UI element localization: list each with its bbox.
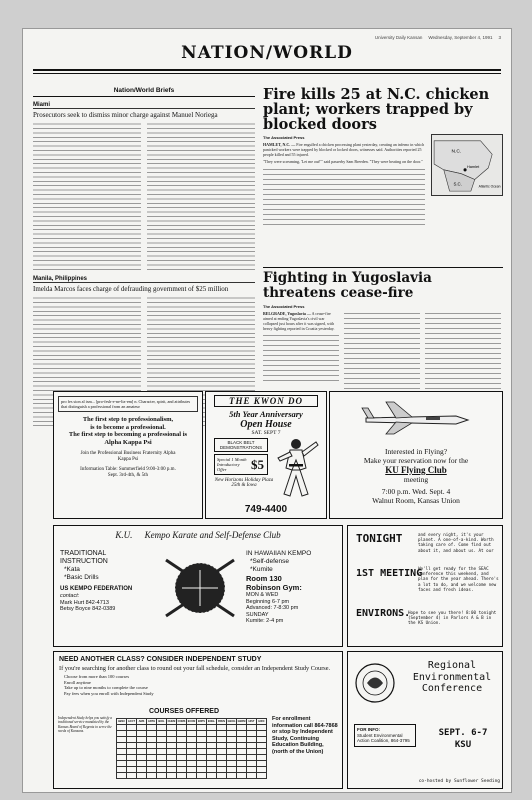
course-grid-header: GERM	[237, 720, 246, 723]
section-rule-thin	[33, 73, 501, 74]
course-grid-header: ENGL	[207, 720, 216, 723]
karate-schedule: MON & WED	[246, 592, 279, 598]
story-yugoslavia-dateline: BELGRADE, Yugoslavia —	[263, 311, 311, 316]
karate-schedule: Advanced: 7-8:30 pm	[246, 605, 299, 611]
course-grid-header: GEOG	[227, 720, 236, 723]
indep-bullet: Enroll anytime	[64, 679, 91, 685]
env-info: Student Environmental Action Coalition, 864-3795	[357, 732, 410, 743]
env-cohost: co-hosted by Sunflower Seeding	[418, 779, 500, 784]
indep-bullets	[64, 674, 332, 696]
map-label: Hamlet	[467, 163, 480, 169]
kwon-headline: 5th Year Anniversary	[229, 409, 303, 419]
story-fire-text-lines	[263, 167, 425, 229]
tonight-meeting-note: We'll get ready for the SEAC conference this weekend, and plan for the year ahead. There's a lot to do, and we welcome new faces and fresh ideas.	[418, 566, 499, 592]
course-grid-cell	[197, 773, 207, 779]
ku-line2: Make your reservation now for the	[363, 456, 469, 465]
karate-schedule: Kumite: 2-4 pm	[246, 618, 284, 624]
story-yugoslavia-headline: Fighting in Yugoslavia threatens cease-fire	[263, 270, 432, 301]
course-grid-header: BIOL	[158, 720, 165, 723]
kwon-offer-box	[214, 454, 268, 475]
kwon-date: SAT. SEPT 7	[251, 430, 281, 436]
tonight-bottom-note: Hope to see you there! 8:00 tonight (September 4) in Parlors A & B in the KS Union.	[408, 610, 497, 626]
karate-left	[60, 550, 160, 613]
karate-title-kempo: Kempo Karate	[144, 530, 198, 540]
course-grid-cell	[157, 773, 167, 779]
indep-courses-title: COURSES OFFERED	[149, 708, 220, 715]
akp-info: Information Table: Summerfield 9:00-3:00 p.m. Sept. 3rd-4th, & 5th	[80, 467, 176, 478]
karate-federation: US KEMPO FEDERATION	[60, 586, 133, 592]
map-label: N.C.	[451, 149, 462, 155]
course-grid-cell	[187, 773, 197, 779]
brief-body	[33, 122, 255, 270]
running-head-page: 3	[498, 35, 501, 40]
tonight-title: TONIGHT	[356, 532, 403, 545]
karate-contact: Mark Hurt 842-4713	[60, 599, 109, 606]
course-grid-row	[117, 773, 267, 779]
karate-right-item: *Self-defense	[250, 558, 290, 565]
story-fire-dateline: HAMLET, N.C. —	[263, 142, 296, 147]
karate-left-head: TRADITIONAL INSTRUCTION	[60, 550, 108, 565]
env-info-label: FOR INFO:	[357, 727, 380, 732]
course-grid-header: AMS	[137, 719, 147, 725]
karate-left-item: *Kata	[64, 566, 80, 573]
section-title: NATION/WORLD	[181, 43, 353, 63]
course-grid-cell	[147, 773, 157, 779]
kwon-name: THE KWON DO	[214, 395, 318, 407]
env-dates: SEPT. 6-7	[438, 728, 488, 738]
story-fire-headline: Fire kills 25 at N.C. chicken plant; workers trapped by blocked doors	[263, 86, 490, 133]
brief-place: Manila, Philippines	[33, 276, 255, 283]
tonight-environs: ENVIRONS.	[356, 608, 411, 619]
kwon-demo: BLACK BELT DEMONSTRATIONS	[214, 438, 268, 452]
brief-text-col	[33, 122, 141, 270]
akp-lead2: is to become a professional.	[90, 423, 166, 431]
karate-schedule: Beginning 6-7 pm	[246, 598, 290, 605]
newspaper-page	[22, 28, 512, 793]
story-fire-body	[263, 142, 425, 229]
indep-bullet: Pay fees when you enroll with Independent Study	[64, 690, 154, 696]
akp-lead3: The first step to becoming a professional is Alpha Kappa Psi	[68, 431, 188, 446]
course-grid-cell	[207, 773, 217, 779]
course-grid	[116, 718, 267, 779]
karate-right-head: IN HAWAIIAN KEMPO	[246, 550, 312, 557]
story-fire-quote: "They were screaming, 'Let me out!'" said passerby Sam Breeden. "They were beating on the door."	[263, 159, 423, 164]
course-grid-cell	[177, 773, 187, 779]
seac-logo-icon	[354, 662, 396, 704]
brief-headline: Prosecutors seek to dismiss minor charge against Manuel Noriega	[33, 111, 218, 119]
course-grid-cell	[117, 773, 127, 779]
map-label: Atlantic Ocean	[478, 184, 501, 189]
course-grid-header: ACCT	[127, 720, 136, 723]
akp-definition: pro fes sion al ism... [pro-fesh-e-ne-liz-em] n. Character, spirit, and attributes that distinguish a professional from an amateur	[58, 396, 198, 412]
karate-schedule: SUNDAY	[246, 611, 269, 618]
kwon-location: New Horizons Holiday Plaza 25th & Iowa	[214, 478, 274, 488]
ku-line1: Interested in Flying?	[384, 447, 448, 456]
karate-contact: Betsy Boyce 842-0389	[60, 606, 116, 612]
course-grid-cell	[227, 773, 237, 779]
kwon-price: $5	[251, 457, 264, 472]
karate-right	[246, 550, 340, 625]
course-grid-header: ECON	[187, 720, 196, 723]
ad-kempo-karate	[53, 525, 343, 647]
course-grid-cell	[247, 773, 257, 779]
map-label: S.C.	[453, 181, 462, 187]
karate-room: Room 130	[246, 574, 282, 583]
story-yugoslavia-byline: The Associated Press	[263, 304, 305, 309]
kempo-emblem-icon	[162, 550, 238, 626]
story-fire	[263, 87, 503, 267]
briefs-header: Nation/World Briefs	[33, 87, 255, 97]
karate-title-ku: K.U.	[115, 530, 133, 540]
env-info-box	[354, 724, 416, 747]
karate-contact-label: contact:	[60, 593, 80, 599]
ku-time: 7:00 p.m. Wed. Sept. 4	[381, 487, 451, 496]
ad-alpha-kappa-psi	[53, 391, 203, 519]
course-grid-header: ABSC	[117, 720, 126, 723]
brief-headline: Imelda Marcos faces charge of defrauding government of $25 million	[33, 285, 229, 293]
story-fire-lead: Fire engulfed a chicken processing plant yesterday, creating an inferno in which panicked workers were trapped by blocked or locked doors, witnesses said. Authorities reported 25 people killed and 55 injured.	[263, 142, 425, 157]
karate-building: Robinson Gym:	[246, 583, 302, 592]
akp-lead1: The first step to professionalism,	[82, 416, 174, 423]
karate-title-self: Self-Defense Club	[215, 530, 281, 540]
tonight-first-meeting: 1ST MEETING	[356, 568, 423, 579]
karate-title	[54, 530, 342, 540]
ku-meeting: meeting	[403, 475, 429, 484]
story-fire-byline: The Associated Press	[263, 135, 305, 140]
kwon-phone: 749-4400	[244, 504, 288, 515]
story-yugoslavia-body	[263, 311, 339, 383]
indep-headline: NEED ANOTHER CLASS? CONSIDER INDEPENDENT STUDY	[59, 656, 262, 663]
course-grid-cell	[137, 773, 147, 779]
ad-independent-study	[53, 651, 343, 789]
course-grid-cell	[257, 773, 267, 779]
ku-club: KU Flying Club	[385, 465, 447, 475]
course-grid-header: EDPS	[197, 720, 206, 723]
ku-place: Walnut Room, Kansas Union	[372, 496, 460, 505]
course-grid-cell	[167, 773, 177, 779]
course-grid-cell	[127, 773, 137, 779]
indep-lead: If you're searching for another class to round out your fall schedule, consider an Independent Study Course.	[59, 665, 331, 672]
section-rule	[33, 69, 501, 71]
karate-left-item: *Basic Drills	[64, 574, 99, 581]
indep-enroll: For enrollment information call 864-7868 or stop by Independent Study, Continuing Education Building, (north of the Union)	[272, 716, 338, 755]
karate-right-item: *Kumite	[250, 566, 273, 573]
indep-bullet: Choose from more than 100 courses	[64, 674, 130, 680]
martial-artist-icon	[272, 436, 320, 498]
indep-side-text: Independent Study helps you satisfy a traditional service mandated by the Kansas Board of Regents to serve the needs of Kansans.	[58, 716, 112, 734]
running-head-paper: University Daily Kansan	[374, 35, 423, 40]
tonight-note: and every night, it's your planet. A one-of-a-kind. Worth taking care of. Come find out about it, and about us. At our	[418, 532, 494, 553]
ad-ku-flying-club	[329, 391, 503, 519]
ad-environmental-conference	[347, 651, 503, 789]
course-grid-cell	[217, 773, 227, 779]
kwon-offer: Special 1 Month Introductory Offer	[217, 457, 247, 472]
running-head	[33, 35, 501, 40]
akp-join: Join the Professional Business Fraternity Alpha Kappa Psi	[80, 451, 176, 462]
kwon-subhead: Open House	[240, 419, 292, 430]
course-grid-header: ANTH	[147, 720, 156, 723]
karate-title-and: and	[199, 530, 214, 540]
env-headline: Regional Environmental Conference	[412, 660, 492, 694]
course-grid-header: FREN	[217, 720, 226, 723]
story-yugoslavia	[263, 267, 503, 387]
course-grid-header: COMS	[177, 720, 186, 723]
course-grid-header: HWC	[258, 720, 265, 723]
course-grid-cell	[237, 773, 247, 779]
brief-place: Miami	[33, 102, 255, 109]
locator-map-graphic	[432, 135, 502, 195]
locator-map	[431, 134, 503, 196]
course-grid-header: CHEM	[167, 720, 176, 723]
running-head-date: Wednesday, September 4, 1991	[428, 35, 493, 40]
airplane-icon	[356, 398, 476, 438]
brief-text-col	[147, 122, 255, 270]
course-grid-header: HIST	[247, 719, 257, 725]
ad-environs-tonight	[347, 525, 503, 647]
story-yugoslavia-lead: A cease-fire aimed at ending Yugoslavia's civil war collapsed just hours after it was signed, with heavy fighting reported in Croatia yesterday.	[263, 311, 335, 331]
indep-bullet: Take up to nine months to complete the course	[64, 685, 148, 691]
env-venue: KSU	[454, 740, 472, 750]
ad-tae-kwon-do	[205, 391, 327, 519]
